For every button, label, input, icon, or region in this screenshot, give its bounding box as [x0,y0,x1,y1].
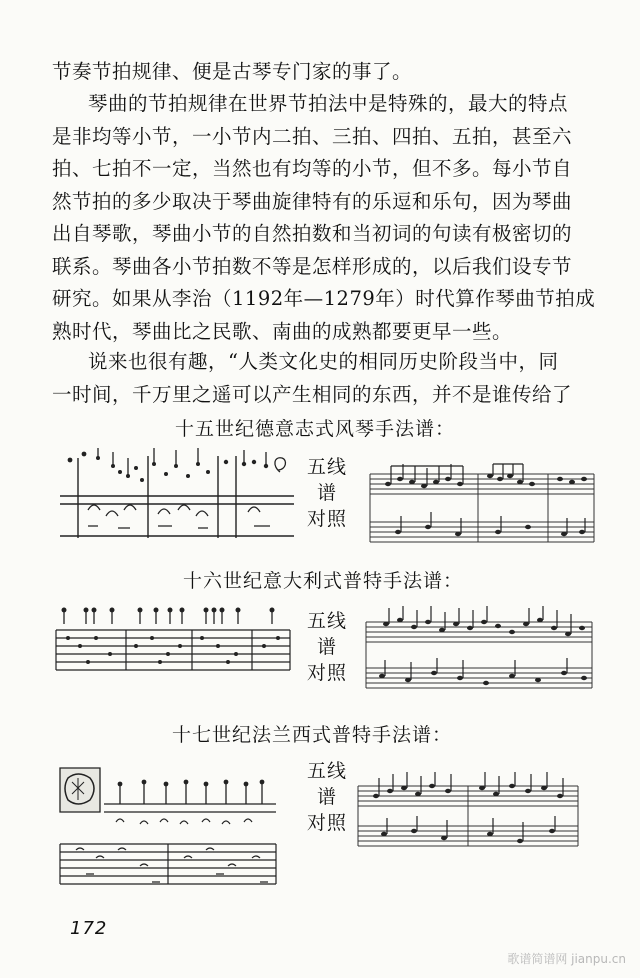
tablature-german-organ [58,446,298,546]
tablature-french-lute [56,764,280,892]
staff-notation-16th-century [364,604,596,700]
staff-notation-15th-century [368,462,598,552]
text-line: 是非均等小节，一小节内二拍、三拍、四拍、五拍，甚至六 [52,124,573,148]
text-line: 一时间，千万里之遥可以产生相同的东西，并不是谁传给了 [52,382,573,406]
example-heading-17th-century: 十七世纪法兰西式普特手法谱： [172,724,453,746]
text-line: 出自琴歌，琴曲小节的自然拍数和当初词的句读有极密切的 [52,222,573,245]
example-heading-15th-century: 十五世纪德意志式风琴手法谱： [175,418,456,440]
text-line: 然节拍的多少取决于琴曲旋律特有的乐逗和乐句，因为琴曲 [52,189,573,213]
text-line: 熟时代，琴曲比之民歌、南曲的成熟都要更早一些。 [52,319,513,343]
text-line: 拍、七拍不一定，当然也有均等的小节，但不多。每小节自 [52,157,573,180]
example-heading-16th-century: 十六世纪意大利式普特手法谱： [183,570,464,592]
staff-comparison-label: 五线 谱 对照 [306,760,347,834]
tablature-italian-lute [52,604,294,676]
text-line: 琴曲的节拍规律在世界节拍法中是特殊的，最大的特点 [88,92,569,115]
paragraph-continuation [52,56,602,89]
paragraph-history [52,346,602,411]
text-line: 说来也很有趣，“人类文化史的相同历史阶段当中，同 [88,350,559,373]
staff-comparison-label: 五线 谱 对照 [306,456,347,530]
staff-notation-17th-century [356,770,582,854]
paragraph-rhythm [52,88,602,348]
text-line: 研究。如果从李治（1192年—1279年）时代算作琴曲节拍成 [52,287,596,310]
text-line: 节奏节拍规律、便是古琴专门家的事了。 [52,60,413,83]
text-line: 联系。琴曲各小节拍数不等是怎样形成的，以后我们设专节 [52,254,573,278]
staff-comparison-label: 五线 谱 对照 [306,610,347,684]
watermark: 歌谱简谱网 jianpu.cn [507,952,626,966]
page-number: 172 [70,918,108,939]
